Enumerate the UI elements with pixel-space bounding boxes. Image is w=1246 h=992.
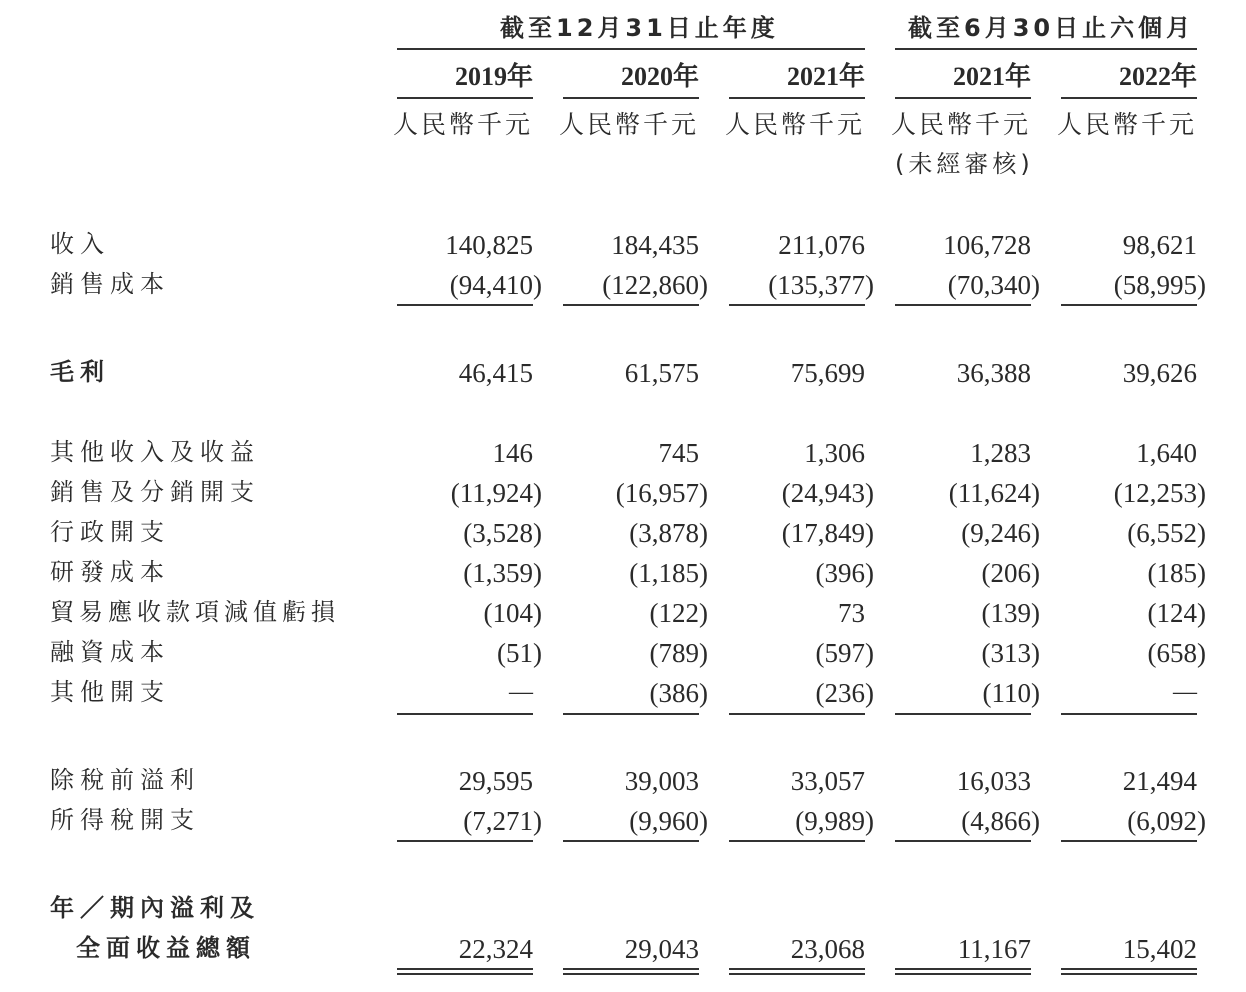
cell-tax-col-5: (6,092): [1127, 806, 1206, 836]
header-group-six-months: 截至6月30日止六個月: [908, 14, 1195, 42]
subtotal-rule-1-col-3: [729, 304, 865, 306]
subtotal-rule-3-col-5: [1061, 840, 1197, 842]
row-label-cost-of-sales: 銷售成本: [50, 270, 170, 298]
subtotal-rule-1-col-1: [397, 304, 533, 306]
cell-cost-of-sales-col-1: (94,410): [449, 270, 542, 300]
cell-selling-exp-col-3: (24,943): [781, 478, 874, 508]
row-label-other-income: 其他收入及收益: [50, 438, 260, 466]
cell-gross-profit-col-5: 39,626: [1122, 358, 1197, 388]
cell-other-income-col-4: 1,283: [970, 438, 1031, 468]
cell-revenue-col-4: 106,728: [943, 230, 1031, 260]
subtotal-rule-3-col-3: [729, 840, 865, 842]
row-label-income-tax: 所得稅開支: [50, 806, 200, 834]
total-double-rule-col-3: [729, 968, 865, 975]
cell-total-col-2: 29,043: [624, 934, 699, 964]
row-label-impairment: 貿易應收款項減值虧損: [50, 598, 340, 626]
header-year-col-1: 2019年: [454, 62, 533, 91]
cell-finance-cost-col-2: (789): [649, 638, 708, 668]
cell-admin-exp-col-5: (6,552): [1127, 518, 1206, 548]
cell-selling-exp-col-5: (12,253): [1113, 478, 1206, 508]
cell-other-income-col-5: 1,640: [1136, 438, 1197, 468]
cell-pbt-col-3: 33,057: [790, 766, 865, 796]
cell-other-exp-col-3: (236): [815, 678, 874, 708]
subtotal-rule-2-col-5: [1061, 713, 1197, 715]
cell-rd-cost-col-4: (206): [981, 558, 1040, 588]
subtotal-rule-1-col-2: [563, 304, 699, 306]
cell-cost-of-sales-col-2: (122,860): [602, 270, 708, 300]
subtotal-rule-2-col-3: [729, 713, 865, 715]
cell-cost-of-sales-col-3: (135,377): [768, 270, 874, 300]
cell-tax-col-2: (9,960): [629, 806, 708, 836]
cell-cost-of-sales-col-4: (70,340): [947, 270, 1040, 300]
cell-cost-of-sales-col-5: (58,995): [1113, 270, 1206, 300]
cell-other-income-col-3: 1,306: [804, 438, 865, 468]
row-label-selling-expenses: 銷售及分銷開支: [50, 478, 260, 506]
cell-impairment-col-4: (139): [981, 598, 1040, 628]
row-label-profit-before-tax: 除稅前溢利: [50, 766, 200, 794]
cell-revenue-col-2: 184,435: [611, 230, 699, 260]
cell-pbt-col-2: 39,003: [624, 766, 699, 796]
total-double-rule-col-2: [563, 968, 699, 975]
subtotal-rule-3-col-2: [563, 840, 699, 842]
header-unit-col-3: 人民幣千元: [724, 110, 865, 139]
cell-gross-profit-col-2: 61,575: [624, 358, 699, 388]
row-label-other-expenses: 其他開支: [50, 678, 170, 706]
cell-other-exp-col-4: (110): [982, 678, 1040, 708]
cell-pbt-col-1: 29,595: [458, 766, 533, 796]
total-double-rule-col-1: [397, 968, 533, 975]
total-double-rule-col-4: [895, 968, 1031, 975]
header-unit-col-1: 人民幣千元: [392, 110, 533, 139]
cell-finance-cost-col-3: (597): [815, 638, 874, 668]
cell-revenue-col-5: 98,621: [1122, 230, 1197, 260]
cell-admin-exp-col-3: (17,849): [781, 518, 874, 548]
header-year-rule-col-3: [729, 97, 865, 99]
cell-impairment-col-5: (124): [1147, 598, 1206, 628]
row-label-total-line2: 全面收益總額: [76, 934, 256, 962]
header-year-rule-col-4: [895, 97, 1031, 99]
cell-admin-exp-col-4: (9,246): [961, 518, 1040, 548]
subtotal-rule-2-col-2: [563, 713, 699, 715]
subtotal-rule-3-col-4: [895, 840, 1031, 842]
header-unit-col-5: 人民幣千元: [1056, 110, 1197, 139]
cell-total-col-5: 15,402: [1122, 934, 1197, 964]
header-year-col-5: 2022年: [1118, 62, 1197, 91]
cell-gross-profit-col-3: 75,699: [790, 358, 865, 388]
cell-finance-cost-col-4: (313): [981, 638, 1040, 668]
header-group-year-ended-rule: [397, 48, 865, 50]
row-label-admin-expenses: 行政開支: [50, 518, 170, 546]
cell-other-exp-col-1: —: [509, 679, 533, 705]
subtotal-rule-1-col-4: [895, 304, 1031, 306]
row-label-gross-profit: 毛利: [50, 358, 110, 386]
header-group-year-ended: 截至12月31日止年度: [500, 14, 779, 42]
cell-impairment-col-2: (122): [649, 598, 708, 628]
header-unit-col-4: 人民幣千元: [890, 110, 1031, 139]
cell-other-income-col-2: 745: [658, 438, 699, 468]
subtotal-rule-3-col-1: [397, 840, 533, 842]
row-label-finance-cost: 融資成本: [50, 638, 170, 666]
subtotal-rule-2-col-4: [895, 713, 1031, 715]
cell-total-col-4: 11,167: [957, 934, 1031, 964]
cell-gross-profit-col-4: 36,388: [956, 358, 1031, 388]
header-year-rule-col-1: [397, 97, 533, 99]
cell-tax-col-4: (4,866): [961, 806, 1040, 836]
subtotal-rule-2-col-1: [397, 713, 533, 715]
cell-total-col-3: 23,068: [790, 934, 865, 964]
cell-rd-cost-col-1: (1,359): [463, 558, 542, 588]
cell-admin-exp-col-1: (3,528): [463, 518, 542, 548]
cell-tax-col-3: (9,989): [795, 806, 874, 836]
header-year-rule-col-5: [1061, 97, 1197, 99]
cell-rd-cost-col-3: (396): [815, 558, 874, 588]
header-unaudited: (未經審核): [895, 150, 1034, 178]
header-year-rule-col-2: [563, 97, 699, 99]
cell-selling-exp-col-1: (11,924): [450, 478, 542, 508]
cell-selling-exp-col-4: (11,624): [948, 478, 1040, 508]
row-label-total-line1: 年／期內溢利及: [50, 894, 260, 922]
cell-gross-profit-col-1: 46,415: [458, 358, 533, 388]
cell-other-exp-col-2: (386): [649, 678, 708, 708]
header-year-col-3: 2021年: [786, 62, 865, 91]
cell-pbt-col-4: 16,033: [956, 766, 1031, 796]
header-group-six-months-rule: [895, 48, 1197, 50]
total-double-rule-col-5: [1061, 968, 1197, 975]
row-label-rd-cost: 研發成本: [50, 558, 170, 586]
subtotal-rule-1-col-5: [1061, 304, 1197, 306]
header-unit-col-2: 人民幣千元: [558, 110, 699, 139]
cell-selling-exp-col-2: (16,957): [615, 478, 708, 508]
cell-other-income-col-1: 146: [492, 438, 533, 468]
row-label-revenue: 收入: [50, 230, 110, 258]
cell-pbt-col-5: 21,494: [1122, 766, 1197, 796]
header-year-col-2: 2020年: [620, 62, 699, 91]
cell-admin-exp-col-2: (3,878): [629, 518, 708, 548]
cell-revenue-col-1: 140,825: [445, 230, 533, 260]
cell-total-col-1: 22,324: [458, 934, 533, 964]
cell-finance-cost-col-5: (658): [1147, 638, 1206, 668]
cell-tax-col-1: (7,271): [463, 806, 542, 836]
cell-finance-cost-col-1: (51): [497, 638, 542, 668]
cell-rd-cost-col-2: (1,185): [629, 558, 708, 588]
cell-other-exp-col-5: —: [1173, 679, 1197, 705]
cell-revenue-col-3: 211,076: [778, 230, 865, 260]
cell-impairment-col-3: 73: [838, 598, 865, 628]
header-year-col-4: 2021年: [952, 62, 1031, 91]
cell-impairment-col-1: (104): [483, 598, 542, 628]
cell-rd-cost-col-5: (185): [1147, 558, 1206, 588]
